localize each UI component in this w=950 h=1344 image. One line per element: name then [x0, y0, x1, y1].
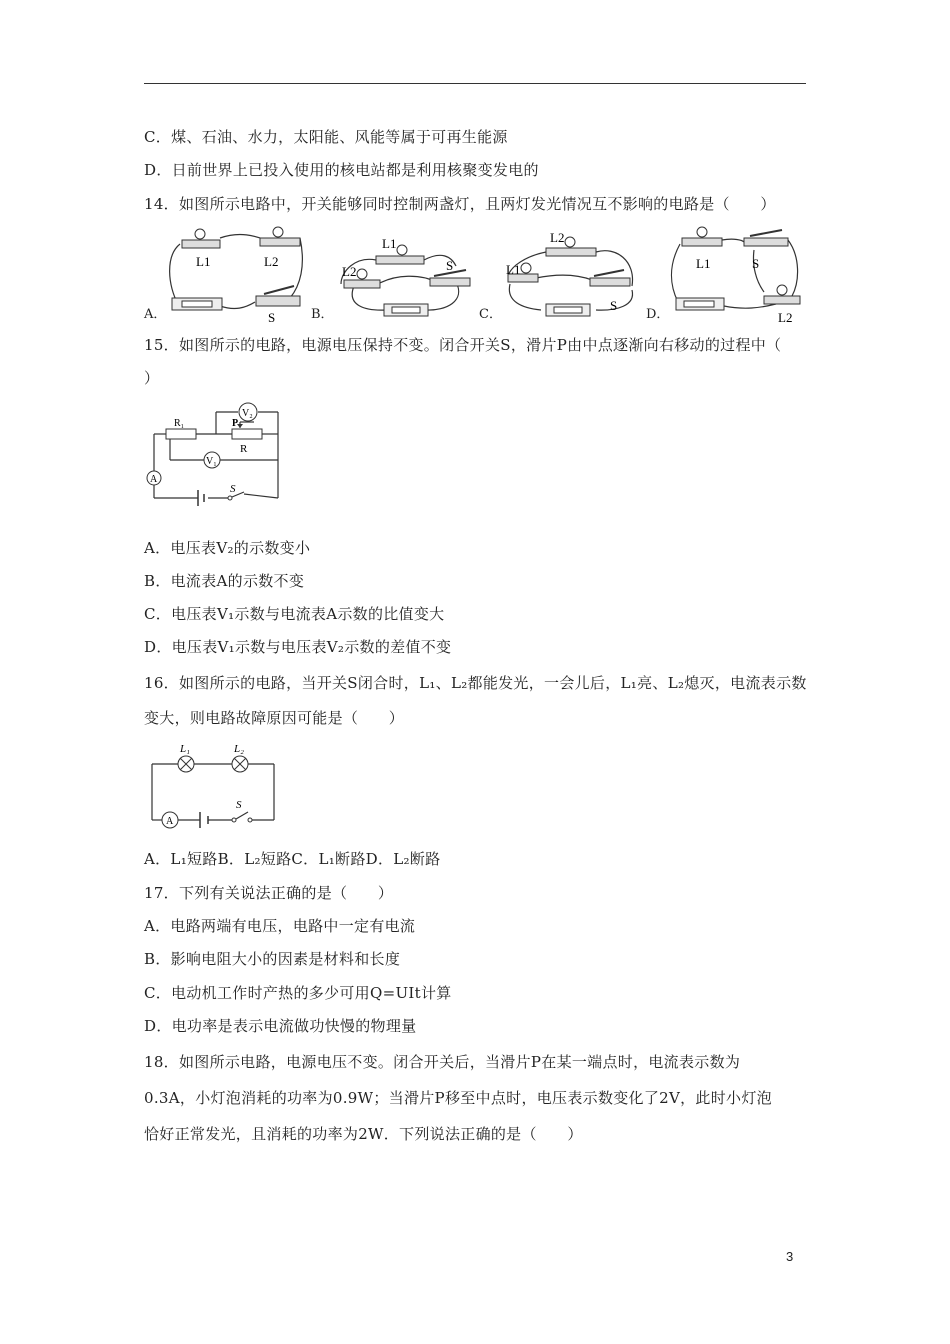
- svg-text:L1: L1: [506, 262, 521, 277]
- svg-text:S: S: [236, 799, 242, 811]
- q14-stem: 14．如图所示电路中，开关能够同时控制两盏灯，且两灯发光情况互不影响的电路是（ ）: [144, 195, 776, 213]
- lamp-l2-icon: [764, 285, 800, 304]
- q14a-l2: L2: [264, 254, 279, 269]
- svg-text:R₁: R₁: [174, 418, 185, 429]
- svg-text:A: A: [166, 816, 174, 827]
- lamp-l1-icon: [682, 227, 722, 246]
- svg-text:S: S: [446, 258, 454, 273]
- battery-icon: [676, 298, 724, 310]
- q14-figure-b: [326, 226, 471, 324]
- battery-icon: [546, 304, 590, 316]
- q13-option-c: C．煤、石油、水力，太阳能、风能等属于可再生能源: [144, 128, 508, 146]
- battery-icon: [198, 490, 204, 506]
- q16-options: A．L₁短路B．L₂短路C．L₁断路D．L₂断路: [144, 850, 441, 868]
- svg-text:V₂: V₂: [242, 408, 253, 419]
- svg-text:L2: L2: [778, 310, 793, 324]
- svg-text:L₂: L₂: [234, 743, 244, 755]
- q13-option-d: D．日前世界上已投入使用的核电站都是利用核聚变发电的: [144, 161, 539, 179]
- svg-text:V₁: V₁: [206, 456, 217, 467]
- q15-circuit-figure: [144, 398, 284, 512]
- q17-option-d: D．电功率是表示电流做功快慢的物理量: [144, 1017, 417, 1035]
- lamp-l1-icon: [178, 756, 194, 772]
- svg-text:L₁: L₁: [180, 743, 190, 755]
- switch-icon: [256, 286, 300, 306]
- svg-text:A: A: [150, 474, 158, 485]
- q18-line3: 恰好正常发光，且消耗的功率为2W．下列说法正确的是（ ）: [144, 1125, 583, 1143]
- battery-icon: [384, 304, 428, 316]
- q16-stem-line1: 16．如图所示的电路，当开关S闭合时，L₁、L₂都能发光，一会儿后，L₁亮、L₂熄灭，电流表示数: [144, 674, 807, 692]
- q15-stem-line2: ）: [144, 369, 160, 387]
- header-rule: [144, 83, 806, 84]
- svg-text:L1: L1: [696, 256, 711, 271]
- svg-text:S: S: [752, 256, 760, 271]
- q17-stem: 17．下列有关说法正确的是（ ）: [144, 884, 394, 902]
- q15-option-b: B．电流表A的示数不变: [144, 572, 305, 590]
- q15-option-c: C．电压表V₁示数与电流表A示数的比值变大: [144, 605, 445, 623]
- page-number: 3: [786, 1249, 794, 1264]
- battery-icon: [200, 812, 208, 828]
- svg-text:L2: L2: [550, 230, 565, 245]
- q14-label-c: C．: [479, 307, 502, 322]
- q16-stem-line2: 变大，则电路故障原因可能是（ ）: [144, 709, 405, 727]
- q15-option-d: D．电压表V₁示数与电压表V₂示数的差值不变: [144, 638, 452, 656]
- switch-icon: [236, 812, 248, 819]
- q18-line2: 0.3A，小灯泡消耗的功率为0.9W；当滑片P移至中点时，电压表示数变化了2V，此时小灯泡: [144, 1089, 772, 1107]
- q14-label-d: D．: [646, 307, 670, 322]
- q15-stem-line1: 15．如图所示的电路，电源电压保持不变。闭合开关S，滑片P由中点逐渐向右移动的过程中（: [144, 336, 782, 354]
- battery-icon: [172, 298, 222, 310]
- svg-text:S: S: [230, 483, 236, 495]
- lamp-l1-icon: [182, 229, 220, 248]
- svg-text:L1: L1: [382, 236, 397, 251]
- q14-figure-d: [664, 226, 809, 324]
- q14-label-a: A．: [144, 307, 167, 322]
- q17-option-a: A．电路两端有电压，电路中一定有电流: [144, 917, 416, 935]
- q17-option-b: B．影响电阻大小的因素是材料和长度: [144, 950, 401, 968]
- q14a-l1: L1: [196, 254, 211, 269]
- q14-figure-c: [496, 226, 641, 324]
- q16-circuit-figure: [144, 738, 284, 838]
- rheostat-r-icon: [232, 429, 262, 439]
- switch-icon: [744, 230, 788, 246]
- q14a-s: S: [268, 310, 276, 324]
- svg-text:R: R: [240, 443, 248, 455]
- svg-text:S: S: [610, 298, 618, 313]
- q18-line1: 18．如图所示电路，电源电压不变。闭合开关后，当滑片P在某一端点时，电流表示数为: [144, 1053, 741, 1071]
- resistor-r1-icon: [166, 429, 196, 439]
- svg-text:P: P: [232, 418, 239, 429]
- q14-figure-a: [160, 226, 305, 324]
- q15-option-a: A．电压表V₂的示数变小: [144, 539, 311, 557]
- switch-icon: [590, 270, 630, 286]
- q14-label-b: B．: [311, 307, 334, 322]
- lamp-l2-icon: [232, 756, 248, 772]
- q17-option-c: C．电动机工作时产热的多少可用Q=UIt计算: [144, 984, 452, 1002]
- lamp-l2-icon: [260, 227, 300, 246]
- svg-text:L2: L2: [342, 264, 357, 279]
